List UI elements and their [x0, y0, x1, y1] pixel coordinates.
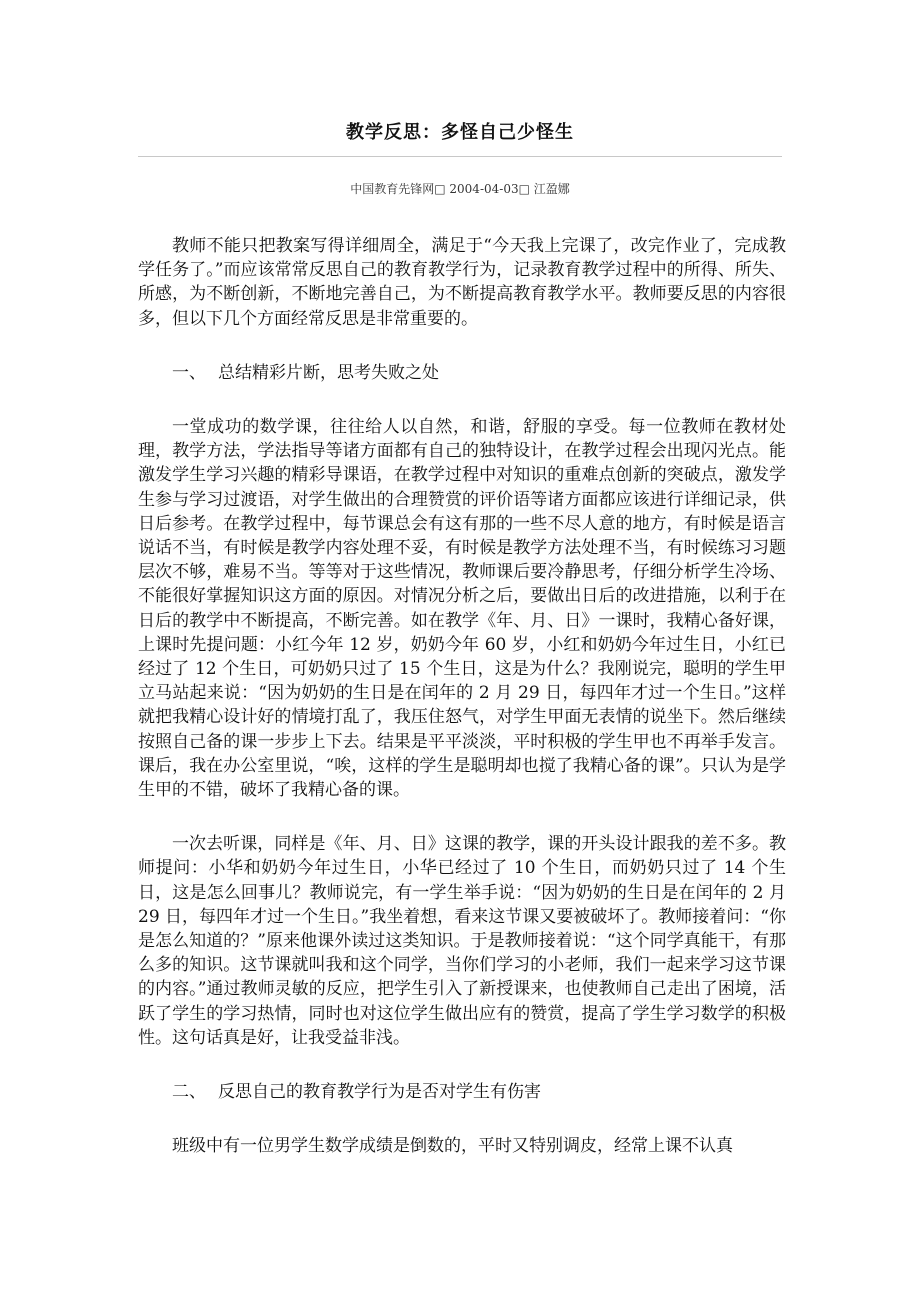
paragraph-intro: 教师不能只把教案写得详细周全，满足于“今天我上完课了，改完作业了，完成教学任务了。”而应该常常反思自己的教育教学行为，记录教育教学过程中的所得、所失、所感，为不断创新，不断地完善自己，为不断提高教育教学水平。教师要反思的内容很多，但以下几个方面经常反思是非常重要的。: [138, 236, 786, 329]
paragraph-section1-b: 一次去听课，同样是《年、月、日》这课的教学，课的开头设计跟我的差不多。教师提问：小华和奶奶今年过生日，小华已经过了 10 个生日，而奶奶只过了 14 个生日，这是怎么回事儿？教师说完，有一学生举手说：“因为奶奶的生日是在闰年的 2 月 29 日，每四年才过一个生日。”我坐着想，看来这节课又要被破坏了。教师接着问：“你是怎么知道的？”原来他课外读过这类知识。于是教师接着说：“这个同学真能干，有那么多的知识。这节课就叫我和这个同学，当你们学习的小老师，我们一起来学习这节课的内容。”通过教师灵敏的反应，把学生引入了新授课来，也使教师自己走出了困境，活跃了学生的学习热情，同时也对这位学生做出应有的赞赏，提高了学生学习数学的积极性。这句话真是好，让我受益非浅。: [138, 834, 786, 1048]
article-title: 教学反思：多怪自己少怪生: [346, 122, 574, 143]
paragraph-section2-a: 班级中有一位男学生数学成绩是倒数的，平时又特别调皮，经常上课不认真: [172, 1136, 733, 1157]
paragraph-section1-a: 一堂成功的数学课，往往给人以自然，和谐，舒服的享受。每一位教师在教材处理，教学方法，学法指导等诸方面都有自己的独特设计，在教学过程会出现闪光点。能激发学生学习兴趣的精彩导课语，在教学过程中对知识的重难点创新的突破点，激发学生参与学习过渡语，对学生做出的合理赞赏的评价语等诸方面都应该进行详细记录，供日后参考。在教学过程中，每节课总会有这有那的一些不尽人意的地方，有时候是语言说话不当，有时候是教学内容处理不妥，有时候是教学方法处理不当，有时候练习习题层次不够，难易不当。等等对于这些情况，教师课后要冷静思考，仔细分析学生冷场、不能很好掌握知识这方面的原因。对情况分析之后，要做出日后的改进措施，以利于在日后的教学中不断提高，不断完善。如在教学《年、月、日》一课时，我精心备好课，上课时先提问题：小红今年 12 岁，奶奶今年 60 岁，小红和奶奶今年过生日，小红已经过了 12 个生日，可奶奶只过了 15 个生日，这是为什么？我刚说完，聪明的学生甲立马站起来说：“因为奶奶的生日是在闰年的 2 月 29 日，每四年才过一个生日。”这样就把我精心设计好的情境打乱了，我压住怒气，对学生甲面无表情的说坐下。然后继续按照自己备的课一步步上下去。结果是平平淡淡，平时积极的学生甲也不再举手发言。课后，我在办公室里说，“唉，这样的学生是聪明却也搅了我精心备的课”。只认为是学生甲的不错，破坏了我精心备的课。: [138, 417, 786, 801]
section-heading-text: 总结精彩片断，思考失败之处: [218, 362, 439, 383]
article-body: [138, 234, 786, 1189]
article-meta: 中国教育先锋网□ 2004-04-03□ 江盈娜: [350, 182, 570, 196]
section-number: 一、: [172, 362, 206, 383]
title-divider: [138, 156, 782, 157]
section-number: 二、: [172, 1082, 206, 1103]
section-heading-text: 反思自己的教育教学行为是否对学生有伤害: [218, 1082, 541, 1103]
section-heading-1: [138, 361, 786, 385]
section-heading-2: [138, 1080, 786, 1104]
